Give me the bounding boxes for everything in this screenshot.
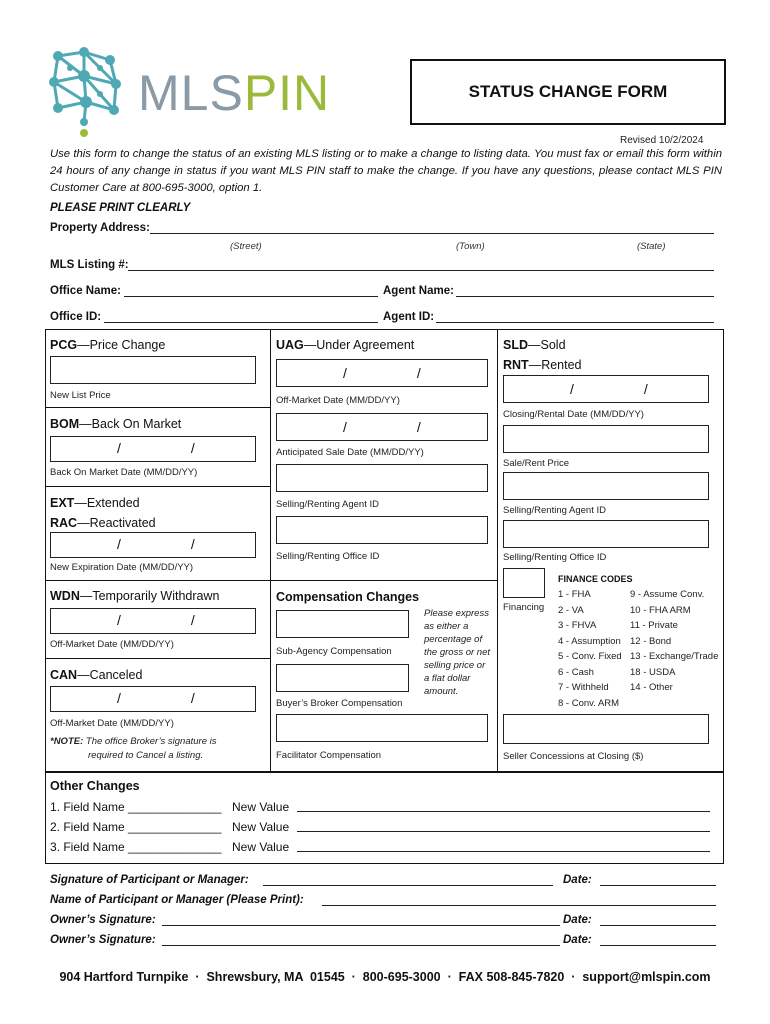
sld-selling-office-caption: Selling/Renting Office ID (503, 552, 607, 563)
uag-offmarket-date-input[interactable] (276, 359, 488, 387)
ext-date-caption: New Expiration Date (MM/DD/YY) (50, 562, 194, 573)
agent-id-input[interactable] (436, 311, 714, 323)
town-caption: (Town) (456, 241, 485, 252)
uag-selling-agent-input[interactable] (276, 464, 488, 492)
finance-code: 9 - Assume Conv. (630, 589, 705, 600)
seller-concessions-caption: Seller Concessions at Closing ($) (503, 751, 644, 762)
ext-date-slashes: / / (117, 536, 195, 552)
ext-title (50, 496, 140, 510)
finance-code: 13 - Exchange/Trade (630, 651, 719, 662)
cancel-note (50, 735, 217, 748)
uag-selling-office-caption: Selling/Renting Office ID (276, 551, 380, 562)
property-address-label: Property Address: (50, 222, 150, 234)
compensation-title (276, 590, 419, 604)
other-change-field-3[interactable]: 3. Field Name ______________ (50, 840, 222, 854)
finance-code: 7 - Withheld (558, 682, 609, 693)
grid-divider-2 (497, 329, 498, 772)
sig-participant-input[interactable] (263, 874, 553, 886)
uag-title (276, 338, 414, 352)
footer-contact: 904 Hartford Turnpike · Shrewsbury, MA 01545 · 800-695-3000 · FAX 508-845-7820 · support@mlspin.com (59, 970, 711, 984)
date3-input[interactable] (600, 934, 716, 946)
owner2-input[interactable] (162, 934, 560, 946)
finance-codes-left (558, 587, 622, 711)
ext-date-input[interactable] (50, 532, 256, 558)
can-date-input[interactable] (50, 686, 256, 712)
wdn-date-caption: Off-Market Date (MM/DD/YY) (50, 639, 174, 650)
ext-label: —Extended (74, 496, 140, 510)
pcg-title (50, 338, 165, 352)
cancel-note-line2: required to Cancel a listing. (88, 750, 204, 761)
bom-date-input[interactable] (50, 436, 256, 462)
rnt-title (503, 358, 582, 372)
office-name-input[interactable] (124, 285, 378, 297)
anticipated-sale-date-input[interactable] (276, 413, 488, 441)
finance-code: 1 - FHA (558, 589, 591, 600)
anticipated-sale-caption: Anticipated Sale Date (MM/DD/YY) (276, 447, 424, 458)
col2-divider (270, 580, 497, 581)
bom-code: BOM (50, 417, 80, 431)
finance-code: 18 - USDA (630, 666, 676, 678)
revised-date: Revised 10/2/2024 (620, 135, 704, 146)
owner2-label: Owner’s Signature: (50, 934, 156, 946)
can-code: CAN (50, 668, 78, 682)
facilitator-input[interactable] (276, 714, 488, 742)
col1-divider-2 (45, 486, 270, 487)
wdn-code: WDN (50, 589, 80, 603)
agent-id-label: Agent ID: (383, 311, 435, 323)
other-change-value-label-3: New Value (232, 840, 290, 854)
closing-date-input[interactable] (503, 375, 709, 403)
col1-divider-1 (45, 407, 270, 408)
date3-label: Date: (563, 934, 592, 946)
logo (44, 46, 344, 138)
can-label: —Canceled (77, 668, 143, 682)
seller-concessions-input[interactable] (503, 714, 709, 744)
uag-offmarket-slashes: / / (343, 365, 421, 381)
street-caption: (Street) (230, 241, 262, 252)
other-change-value-label-1: New Value (232, 800, 290, 814)
note-label: *NOTE: (50, 736, 84, 747)
finance-code: 4 - Assumption (558, 635, 621, 647)
uag-selling-office-input[interactable] (276, 516, 488, 544)
pcg-label: —Price Change (77, 338, 166, 352)
sld-title (503, 338, 566, 352)
wdn-title (50, 589, 219, 603)
rac-title (50, 516, 156, 530)
logo-network-icon (44, 46, 128, 138)
finance-code: 12 - Bond (630, 635, 672, 647)
owner1-input[interactable] (162, 914, 560, 926)
buyers-broker-caption: Buyer’s Broker Compensation (276, 698, 403, 709)
sld-label: —Sold (528, 338, 566, 352)
bom-date-slashes: / / (117, 440, 195, 456)
new-list-price-caption: New List Price (50, 390, 111, 401)
compensation-note: Please express as either a percentage of the gross or net selling price or a flat dollar amount. (424, 608, 491, 697)
office-id-input[interactable] (104, 311, 378, 323)
finance-code: 11 - Private (630, 620, 678, 631)
sld-code: SLD (503, 338, 528, 352)
finance-code: 3 - FHVA (558, 620, 597, 631)
sale-price-caption: Sale/Rent Price (503, 458, 570, 469)
facilitator-caption: Facilitator Compensation (276, 750, 382, 761)
sld-selling-agent-caption: Selling/Renting Agent ID (503, 505, 606, 516)
property-address-input[interactable] (150, 222, 714, 234)
name-participant-label: Name of Participant or Manager (Please Print): (50, 894, 304, 906)
wdn-label: —Temporarily Withdrawn (79, 589, 220, 603)
closing-date-slashes: / / (570, 381, 648, 397)
compensation-title-text: Compensation Changes (276, 590, 420, 604)
office-id-label: Office ID: (50, 311, 102, 323)
closing-date-caption: Closing/Rental Date (MM/DD/YY) (503, 409, 644, 420)
wdn-date-input[interactable] (50, 608, 256, 634)
mls-listing-input[interactable] (128, 259, 714, 271)
logo-mls-text: MLS (138, 65, 244, 121)
other-change-value-3[interactable] (297, 840, 710, 852)
buyers-broker-input[interactable] (276, 664, 409, 692)
finance-code: 5 - Conv. Fixed (558, 651, 622, 662)
rnt-label: —Rented (528, 358, 582, 372)
date2-label: Date: (563, 914, 592, 926)
pcg-code: PCG (50, 338, 78, 352)
sale-price-input[interactable] (503, 425, 709, 453)
can-date-slashes: / / (117, 690, 195, 706)
sub-agency-input[interactable] (276, 610, 409, 638)
bom-date-caption: Back On Market Date (MM/DD/YY) (50, 467, 198, 478)
agent-name-label: Agent Name: (383, 285, 454, 297)
other-change-field-1[interactable]: 1. Field Name ______________ (50, 800, 222, 814)
office-name-label: Office Name: (50, 285, 121, 297)
wdn-date-slashes: / / (117, 612, 195, 628)
rac-label: —Reactivated (77, 516, 156, 530)
uag-label: —Under Agreement (303, 338, 415, 352)
ext-code: EXT (50, 496, 75, 510)
finance-codes-title: FINANCE CODES (558, 574, 633, 584)
sub-agency-caption: Sub-Agency Compensation (276, 646, 392, 657)
rnt-code: RNT (503, 358, 529, 372)
finance-code: 14 - Other (630, 682, 673, 693)
intro-text: Use this form to change the status of an existing MLS listing or to make a change to listing data. You must fax or email this form within 24 hours of any change in status if you want MLS PIN staff to make the change. If you have any questions, please contact MLS PIN Customer Care at 800-695-3000, option 1. (50, 148, 722, 194)
finance-codes-right (630, 587, 718, 696)
other-change-value-1[interactable] (297, 800, 710, 812)
new-list-price-input[interactable] (50, 356, 256, 384)
can-title (50, 668, 142, 682)
state-caption: (State) (637, 241, 666, 252)
date2-input[interactable] (600, 914, 716, 926)
date1-input[interactable] (600, 874, 716, 886)
uag-code: UAG (276, 338, 304, 352)
col1-divider-3 (45, 580, 270, 581)
sld-selling-office-input[interactable] (503, 520, 709, 548)
sig-participant-label: Signature of Participant or Manager: (50, 874, 249, 886)
finance-code: 6 - Cash (558, 666, 594, 678)
sld-selling-agent-input[interactable] (503, 472, 709, 500)
note-line1: The office Broker’s signature is (83, 736, 217, 747)
agent-name-input[interactable] (456, 285, 714, 297)
rac-code: RAC (50, 516, 78, 530)
name-participant-input[interactable] (322, 894, 716, 906)
owner1-label: Owner’s Signature: (50, 914, 156, 926)
bom-title (50, 417, 181, 431)
logo-pin-text: PIN (243, 65, 331, 121)
col1-divider-4 (45, 658, 270, 659)
grid-divider-1 (270, 329, 271, 772)
print-clearly: PLEASE PRINT CLEARLY (50, 202, 191, 214)
finance-code: 2 - VA (558, 604, 584, 616)
other-change-value-2[interactable] (297, 820, 710, 832)
uag-offmarket-caption: Off-Market Date (MM/DD/YY) (276, 395, 400, 406)
form-title: STATUS CHANGE FORM (410, 59, 726, 125)
can-date-caption: Off-Market Date (MM/DD/YY) (50, 718, 174, 729)
other-change-field-2[interactable]: 2. Field Name ______________ (50, 820, 222, 834)
mls-listing-label: MLS Listing #: (50, 259, 129, 271)
bom-label: —Back On Market (79, 417, 182, 431)
financing-label: Financing (503, 602, 545, 613)
financing-code-input[interactable] (503, 568, 545, 598)
finance-code: 8 - Conv. ARM (558, 697, 620, 709)
date1-label: Date: (563, 874, 592, 886)
other-changes-title: Other Changes (50, 779, 140, 793)
other-change-value-label-2: New Value (232, 820, 290, 834)
anticipated-slashes: / / (343, 419, 421, 435)
uag-selling-agent-caption: Selling/Renting Agent ID (276, 499, 379, 510)
finance-code: 10 - FHA ARM (630, 604, 691, 616)
